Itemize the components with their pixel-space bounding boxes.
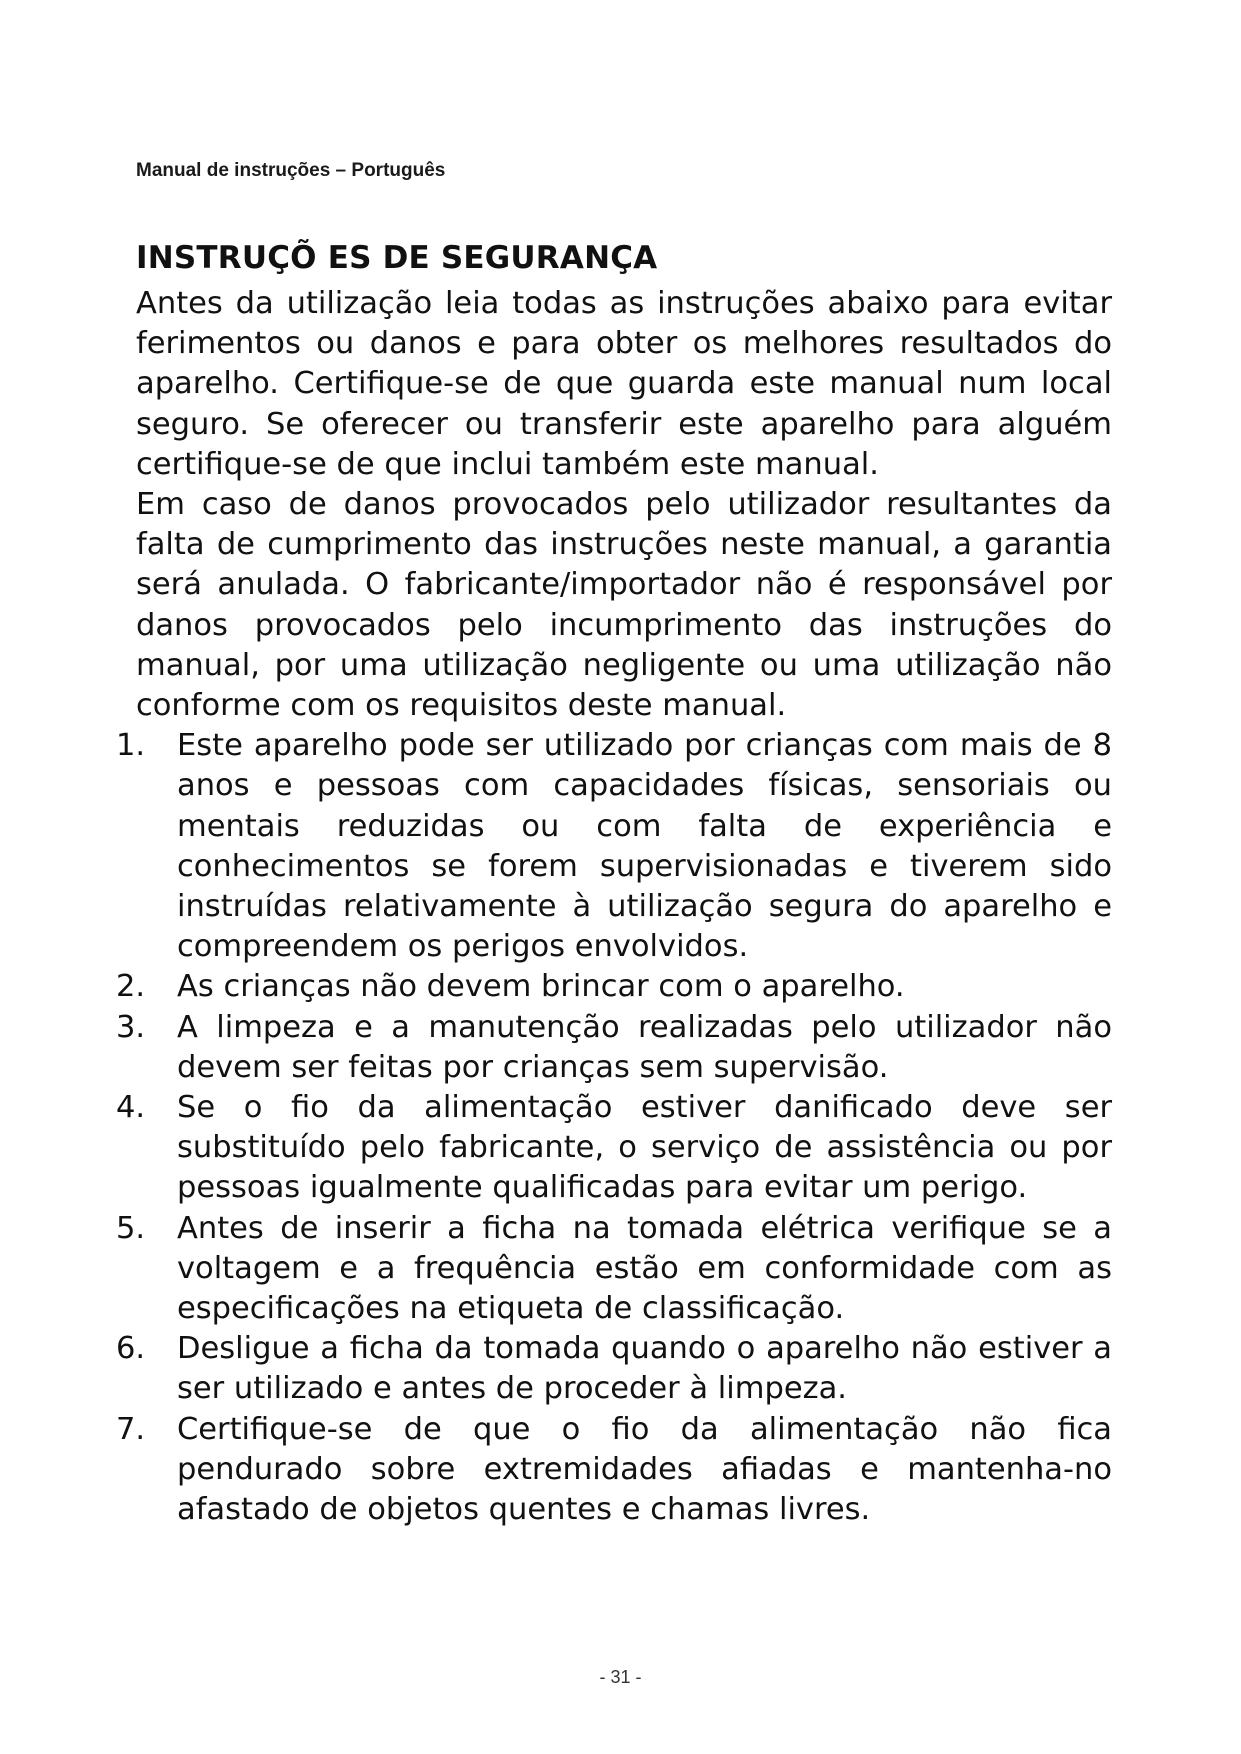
- item-text: Este aparelho pode ser utilizado por crianças com mais de 8 anos e pessoas com capacidades físicas, sensoriais ou mentais reduzidas ou com falta de experiência e conhecimentos se forem supervisionadas e tiverem sido instruídas relativamente à utilização segura do aparelho e compreendem os perigos envolvidos.: [177, 728, 1112, 965]
- item-text: Se o fio da alimentação estiver danificado deve ser substituído pelo fabricante, o serviço de assistência ou por pessoas igualmente qualificadas para evitar um perigo.: [177, 1090, 1112, 1206]
- section-title: INSTRUÇÕ ES DE SEGURANÇA: [136, 240, 658, 276]
- item-number: 5.: [116, 1210, 146, 1246]
- item-text: Antes de inserir a ficha na tomada elétrica verifique se a voltagem e a frequência estão em conformidade com as especificações na etiqueta de classificação.: [177, 1210, 1112, 1327]
- item-number: 3.: [116, 1009, 146, 1045]
- safety-item-5: [116, 1209, 1112, 1330]
- safety-item-4: [116, 1088, 1112, 1209]
- item-number: 6.: [116, 1331, 146, 1367]
- safety-list: [116, 726, 1112, 1530]
- intro-paragraph-1: Antes da utilização leia todas as instruções abaixo para evitar ferimentos ou danos e para obter os melhores resultados do aparelho. Certifique-se de que guarda este manual num local seguro. Se oferecer ou transferir este aparelho para alguém certifique-se de que inclui também este manual.: [136, 286, 1112, 482]
- intro-paragraph-2: Em caso de danos provocados pelo utilizador resultantes da falta de cumprimento das instruções neste manual, a garantia será anulada. O fabricante/importador não é responsável por danos provocados pelo incumprimento das instruções do manual, por uma utilização negligente ou uma utilização não conforme com os requisitos deste manual.: [136, 487, 1112, 724]
- item-number: 2.: [116, 969, 146, 1005]
- safety-item-1: [116, 726, 1112, 967]
- item-number: 1.: [116, 728, 146, 764]
- safety-item-2: [116, 967, 1112, 1007]
- safety-item-6: [116, 1329, 1112, 1409]
- item-number: 7.: [116, 1411, 146, 1447]
- item-text: Certifique-se de que o fio da alimentação não fica pendurado sobre extremidades afiadas e mantenha-no afastado de objetos quentes e chamas livres.: [177, 1411, 1112, 1528]
- item-text: As crianças não devem brincar com o aparelho.: [177, 969, 905, 1005]
- safety-item-3: [116, 1008, 1112, 1088]
- safety-item-7: [116, 1410, 1112, 1531]
- safety-instructions-body: [116, 284, 1112, 1530]
- item-text: A limpeza e a manutenção realizadas pelo utilizador não devem ser feitas por crianças sem supervisão.: [177, 1009, 1112, 1085]
- page-number: - 31 -: [599, 1667, 642, 1687]
- item-number: 4.: [116, 1090, 146, 1126]
- item-text: Desligue a ficha da tomada quando o aparelho não estiver a ser utilizado e antes de proceder à limpeza.: [177, 1331, 1112, 1407]
- running-header: Manual de instruções – Português: [136, 160, 446, 181]
